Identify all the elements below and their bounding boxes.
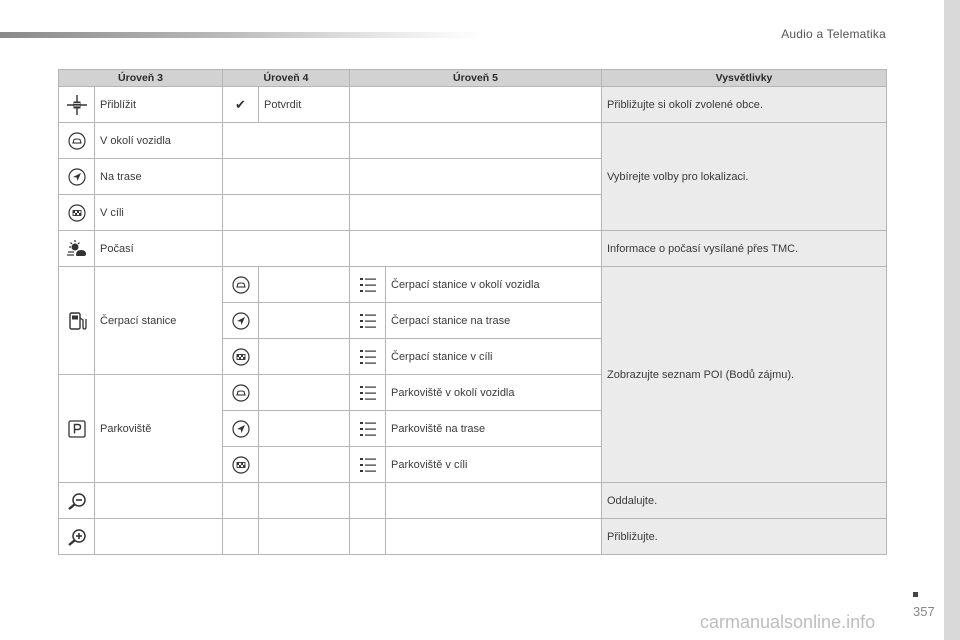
- explanation-weather: Informace o počasí vysílané přes TMC.: [602, 231, 887, 267]
- car-icon: [59, 123, 95, 159]
- weather-icon: [59, 231, 95, 267]
- level4-confirm: Potvrdit: [259, 87, 350, 123]
- level3-parking: Parkoviště: [95, 375, 223, 483]
- table-row: [59, 123, 887, 159]
- col-header-level3: Úroveň 3: [59, 70, 223, 87]
- header-bar: [0, 32, 480, 38]
- car-icon: [223, 267, 259, 303]
- table-row: [59, 483, 887, 519]
- car-icon: [223, 375, 259, 411]
- page-edge-strip: [944, 0, 960, 640]
- parking-icon: [59, 375, 95, 483]
- list-icon: [350, 375, 386, 411]
- check-icon: ✔: [223, 87, 259, 123]
- level5-fuel-vicinity: Čerpací stanice v okolí vozidla: [386, 267, 602, 303]
- level3-route: Na trase: [95, 159, 223, 195]
- level3-destination: V cíli: [95, 195, 223, 231]
- page-number: 357: [913, 604, 935, 619]
- level5-parking-route: Parkoviště na trase: [386, 411, 602, 447]
- col-header-level5: Úroveň 5: [350, 70, 602, 87]
- table-row: [59, 87, 887, 123]
- level5-fuel-route: Čerpací stanice na trase: [386, 303, 602, 339]
- destination-flag-icon: [223, 447, 259, 483]
- route-arrow-icon: [223, 411, 259, 447]
- explanation-location: Vybírejte volby pro lokalizaci.: [602, 123, 887, 231]
- level3-weather: Počasí: [95, 231, 223, 267]
- table-row: [59, 519, 887, 555]
- level5-parking-destination: Parkoviště v cíli: [386, 447, 602, 483]
- table-row: [59, 267, 887, 303]
- zoom-cross-icon: [59, 87, 95, 123]
- level3-fuel: Čerpací stanice: [95, 267, 223, 375]
- menu-table: [58, 69, 887, 555]
- destination-flag-icon: [59, 195, 95, 231]
- list-icon: [350, 303, 386, 339]
- destination-flag-icon: [223, 339, 259, 375]
- page-header-title: Audio a Telematika: [781, 27, 886, 41]
- col-header-level4: Úroveň 4: [223, 70, 350, 87]
- col-header-explanation: Vysvětlivky: [602, 70, 887, 87]
- list-icon: [350, 339, 386, 375]
- list-icon: [350, 411, 386, 447]
- explanation-zoom-out: Oddalujte.: [602, 483, 887, 519]
- level3-zoom: Přiblížit: [95, 87, 223, 123]
- level5-fuel-destination: Čerpací stanice v cíli: [386, 339, 602, 375]
- explanation-zoom: Přibližujte si okolí zvolené obce.: [602, 87, 887, 123]
- fuel-pump-icon: [59, 267, 95, 375]
- table-row: [59, 231, 887, 267]
- zoom-out-icon: [59, 483, 95, 519]
- route-arrow-icon: [59, 159, 95, 195]
- explanation-zoom-in: Přibližujte.: [602, 519, 887, 555]
- watermark: carmanualsonline.info: [700, 612, 876, 632]
- zoom-in-icon: [59, 519, 95, 555]
- list-icon: [350, 267, 386, 303]
- level5-parking-vicinity: Parkoviště v okolí vozidla: [386, 375, 602, 411]
- explanation-poi: Zobrazujte seznam POI (Bodů zájmu).: [602, 267, 887, 483]
- list-icon: [350, 447, 386, 483]
- page-marker: [913, 592, 918, 597]
- level3-vicinity: V okolí vozidla: [95, 123, 223, 159]
- route-arrow-icon: [223, 303, 259, 339]
